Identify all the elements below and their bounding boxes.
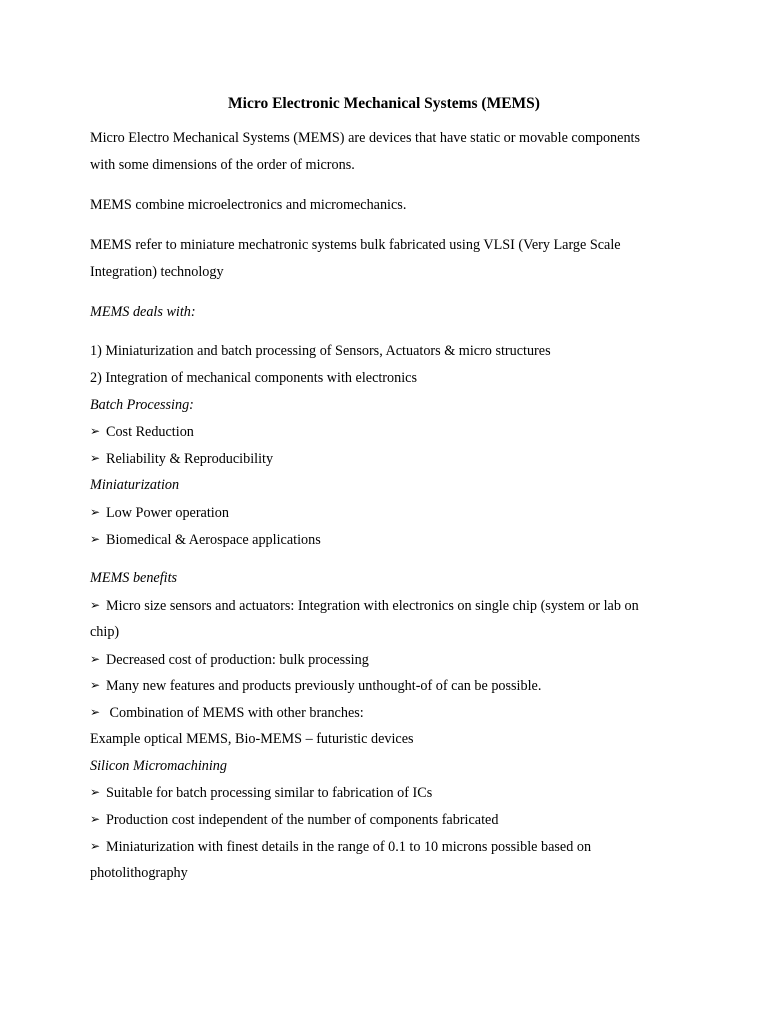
document-title: Micro Electronic Mechanical Systems (MEMS) xyxy=(228,95,540,112)
arrowhead-bullet-icon: ➢ xyxy=(90,812,101,826)
bullet-text: Reliability & Reproducibility xyxy=(106,451,274,467)
paragraph-line: with some dimensions of the order of microns. xyxy=(90,157,355,173)
numbered-item: 1) Miniaturization and batch processing of Sensors, Actuators & micro structures xyxy=(90,343,551,359)
bullet-text: Combination of MEMS with other branches: xyxy=(106,705,364,721)
bullet-item xyxy=(90,809,690,830)
arrowhead-bullet-icon: ➢ xyxy=(90,424,101,438)
section-heading: Batch Processing: xyxy=(90,397,194,413)
bullet-text: Many new features and products previously unthought-of of can be possible. xyxy=(106,678,542,694)
bullet-item xyxy=(90,529,690,550)
arrowhead-bullet-icon: ➢ xyxy=(90,451,101,465)
arrowhead-bullet-icon: ➢ xyxy=(90,598,101,612)
bullet-text: Suitable for batch processing similar to fabrication of ICs xyxy=(106,785,433,801)
paragraph-line: MEMS refer to miniature mechatronic systems bulk fabricated using VLSI (Very Large Scale xyxy=(90,237,621,253)
bullet-text: Cost Reduction xyxy=(106,424,194,440)
bullet-continuation: chip) xyxy=(90,624,120,640)
paragraph-line: Integration) technology xyxy=(90,264,224,280)
arrowhead-bullet-icon: ➢ xyxy=(90,532,101,546)
bullet-item xyxy=(90,448,690,469)
bullet-text: Micro size sensors and actuators: Integration with electronics on single chip (system or lab on xyxy=(106,598,639,614)
bullet-item xyxy=(90,702,690,723)
bullet-item xyxy=(90,421,690,442)
bullet-item xyxy=(90,595,690,616)
bullet-item xyxy=(90,502,690,523)
bullet-text: Decreased cost of production: bulk processing xyxy=(106,652,369,668)
paragraph-line: MEMS combine microelectronics and micromechanics. xyxy=(90,197,407,213)
bullet-item xyxy=(90,675,690,696)
bullet-text: Miniaturization with finest details in the range of 0.1 to 10 microns possible based on xyxy=(106,839,592,855)
bullet-text: Production cost independent of the number of components fabricated xyxy=(106,812,499,828)
bullet-continuation: photolithography xyxy=(90,865,188,881)
section-heading: Miniaturization xyxy=(90,477,180,493)
arrowhead-bullet-icon: ➢ xyxy=(90,678,101,692)
section-heading: MEMS benefits xyxy=(90,570,178,586)
paragraph-line: Micro Electro Mechanical Systems (MEMS) are devices that have static or movable components xyxy=(90,130,640,146)
bullet-item xyxy=(90,836,690,857)
arrowhead-bullet-icon: ➢ xyxy=(90,705,101,719)
bullet-text: Biomedical & Aerospace applications xyxy=(106,532,321,548)
section-heading: MEMS deals with: xyxy=(90,304,196,320)
bullet-text: Low Power operation xyxy=(106,505,229,521)
paragraph-line: Example optical MEMS, Bio-MEMS – futuristic devices xyxy=(90,731,414,747)
arrowhead-bullet-icon: ➢ xyxy=(90,839,101,853)
bullet-item xyxy=(90,782,690,803)
numbered-item: 2) Integration of mechanical components with electronics xyxy=(90,370,417,386)
bullet-item xyxy=(90,649,690,670)
arrowhead-bullet-icon: ➢ xyxy=(90,505,101,519)
arrowhead-bullet-icon: ➢ xyxy=(90,652,101,666)
section-heading: Silicon Micromachining xyxy=(90,758,227,774)
arrowhead-bullet-icon: ➢ xyxy=(90,785,101,799)
